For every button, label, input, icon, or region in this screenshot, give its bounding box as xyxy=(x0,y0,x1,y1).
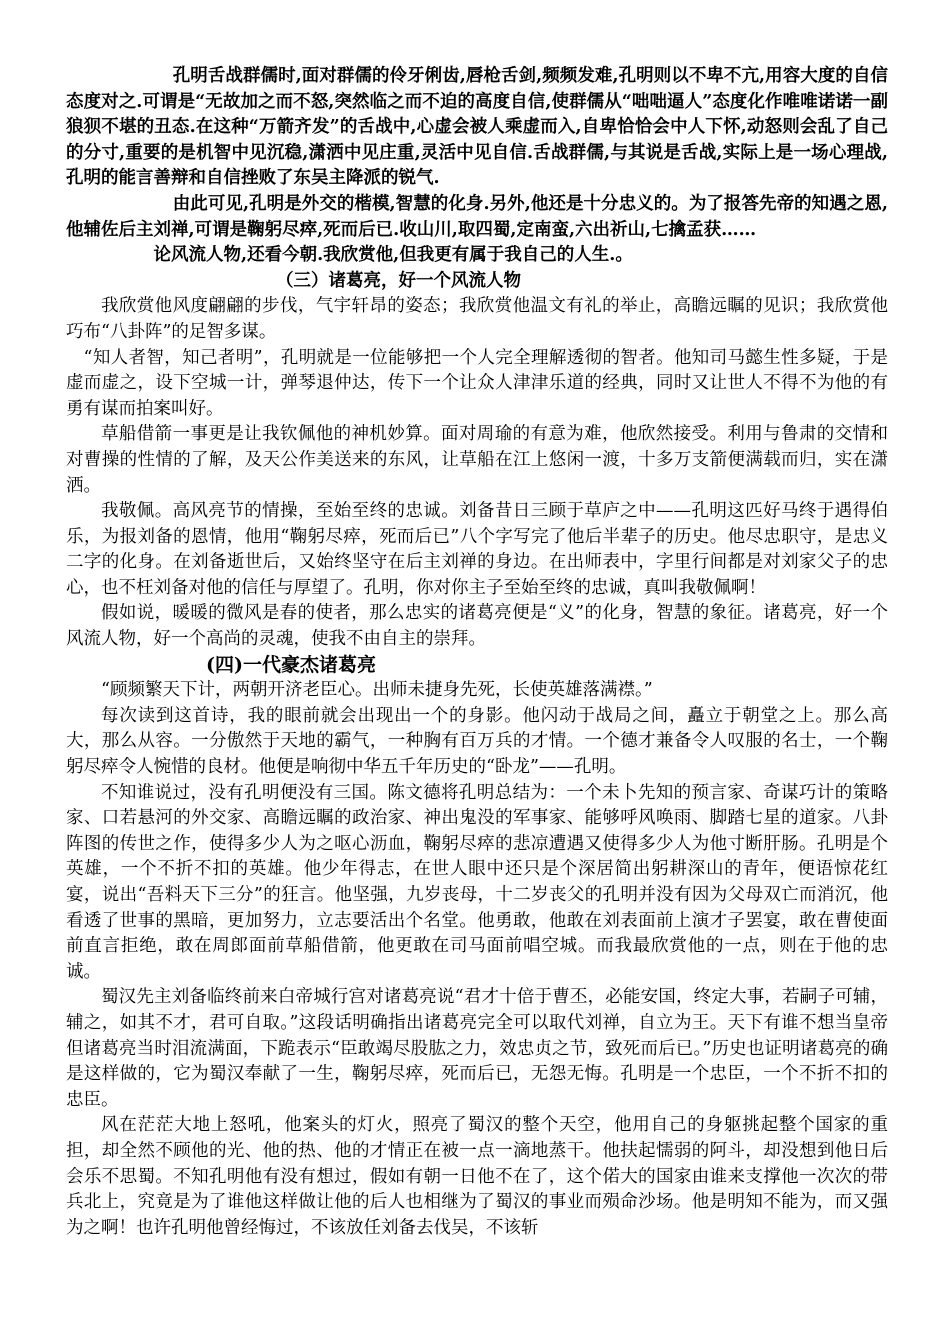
section-three-title: （三）诸葛亮，好一个风流人物 xyxy=(276,270,521,291)
section-four-paragraph: 蜀汉先主刘备临终前来白帝城行宫对诸葛亮说“君才十倍于曹丕，必能安国，终定大事，若嗣子可辅，辅之，如其不才，君可自取。”这段话明确指出诸葛亮完全可以取代刘禅，自立为王。天下有谁不想当皇帝但诸葛亮当时泪流满面，下跪表示“臣敢竭尽股肱之力，效忠贞之节，致死而后已。”历史也证明诸葛亮的确是这样做的，它为蜀汉奉献了一生，鞠躬尽瘁，死而后已，无怨无悔。孔明是一个忠臣，一个不折不扣的忠臣。 xyxy=(66,987,888,1110)
section-three-paragraph: “知人者智，知己者明”，孔明就是一位能够把一个人完全理解透彻的智者。他知司马懿生性多疑，于是虚而虚之，设下空城一计，弹琴退仲达，传下一个让众人津津乐道的经典，同时又让世人不得不为他的有勇有谋而拍案叫好。 xyxy=(66,347,888,419)
section-four-poem: “顾频繁天下计，两朝开济老臣心。出师未捷身先死，长使英雄落满襟。” xyxy=(101,680,653,701)
section-three-paragraph: 假如说，暖暖的微风是春的使者，那么忠实的诸葛亮便是“义”的化身，智慧的象征。诸葛亮，好一个风流人物，好一个高尚的灵魂，使我不由自主的崇拜。 xyxy=(66,603,888,650)
section-three-paragraph: 我欣赏他风度翩翩的步伐，气宇轩昂的姿态；我欣赏他温文有礼的举止，高瞻远瞩的见识；我欣赏他巧布“八卦阵”的足智多谋。 xyxy=(66,296,888,342)
section-four-paragraph: 不知谁说过，没有孔明便没有三国。陈文德将孔明总结为：一个未卜先知的预言家、奇谋巧计的策略家、口若悬河的外交家、高瞻远瞩的政治家、神出鬼没的军事家、能够呼风唤雨、脚踏七星的道家。八卦阵图的传世之作，使得多少人为之呕心沥血，鞠躬尽瘁的悲凉遭遇又使得多少人为他寸断肝肠。孔明是个英雄，一个不折不扣的英雄。他少年得志，在世人眼中还只是个深居简出躬耕深山的青年，便语惊花红宴，说出“吾料天下三分”的狂言。他坚强，九岁丧母，十二岁丧父的孔明并没有因为父母双亡而消沉，他看透了世事的黑暗，更加努力，立志要活出个名堂。他勇敢，他敢在刘表面前上演才子罢宴，敢在曹使面前直言拒绝，敢在周郎面前草船借箭，他更敢在司马面前唱空城。而我最欣赏他的一点，则在于他的忠诚。 xyxy=(66,782,888,982)
section-three-paragraph: 草船借箭一事更是让我钦佩他的神机妙算。面对周瑜的有意为难，他欣然接受。利用与鲁肃的交情和对曹操的性情的了解，及天公作美送来的东风，让草船在江上悠闲一渡，十多万支箭便满载而归，实在潇洒。 xyxy=(66,424,888,496)
paragraph-romantic-figures: 论风流人物,还看今朝.我欣赏他,但我更有属于我自己的人生.。 xyxy=(153,245,633,266)
section-four-paragraph: 每次读到这首诗，我的眼前就会出现出一个的身影。他闪动于战局之间，矗立于朝堂之上。那么高大，那么从容。一分傲然于天地的霸气，一种胸有百万兵的才情。一个德才兼备令人叹服的名士，一个鞠躬尽瘁令人惋惜的良材。他便是响彻中华五千年历史的“卧龙”——孔明。 xyxy=(66,705,888,778)
section-three-paragraph: 我敬佩。高风亮节的情操，至始至终的忠诚。刘备昔日三顾于草庐之中——孔明这匹好马终于遇得伯乐，为报刘备的恩情，他用“鞠躬尽瘁，死而后已”八个字写完了他后半辈子的历史。他尽忠职守，是忠义二字的化身。在刘备逝世后，又始终坚守在后主刘禅的身边。在出师表中，字里行间都是对刘家父子的忠心，也不枉刘备对他的信任与厚望了。孔明，你对你主子至始至终的忠诚，真叫我敬佩啊！ xyxy=(66,501,888,598)
document-page xyxy=(66,64,888,1241)
paragraph-diplomacy: 由此可见,孔明是外交的楷模,智慧的化身.另外,他还是十分忠义的。为了报答先帝的知遇之恩,他辅佐后主刘禅,可谓是鞠躬尽瘁,死而后已.收山川,取四蜀,定南蛮,六出祈山,七擒孟获…… xyxy=(66,193,888,240)
section-four-title: (四)一代豪杰诸葛亮 xyxy=(206,653,376,676)
paragraph-debate: 孔明舌战群儒时,面对群儒的伶牙俐齿,唇枪舌剑,频频发难,孔明则以不卑不亢,用容大度的自信态度对之.可谓是“无故加之而不怒,突然临之而不迫的高度自信,使群儒从“咄咄逼人”态度化作唯唯诺诺一副狼狈不堪的丑态.在这种“万箭齐发”的舌战中,心虚会被人乘虚而入,自卑恰恰会中人下怀,动怒则会乱了自己的分寸,重要的是机智中见沉稳,潇洒中见庄重,灵活中见自信.舌战群儒,与其说是舌战,实际上是一场心理战,孔明的能言善辩和自信挫败了东吴主降派的锐气. xyxy=(66,66,888,189)
section-four-paragraph: 风在茫茫大地上怒吼，他案头的灯火，照亮了蜀汉的整个天空，他用自己的身躯挑起整个国家的重担，却全然不顾他的光、他的热、他的才情正在被一点一滴地蒸干。他扶起懦弱的阿斗，却没想到他日后会乐不思蜀。不知孔明他有没有想过，假如有朝一日他不在了，这个偌大的国家由谁来支撑他一次次的带兵北上，究竟是为了谁他这样做让他的后人也相继为了蜀汉的事业而殒命沙场。他是明知不能为，而又强为之啊！也许孔明他曾经悔过，不该放任刘备去伐吴，不该斩 xyxy=(66,1115,888,1238)
